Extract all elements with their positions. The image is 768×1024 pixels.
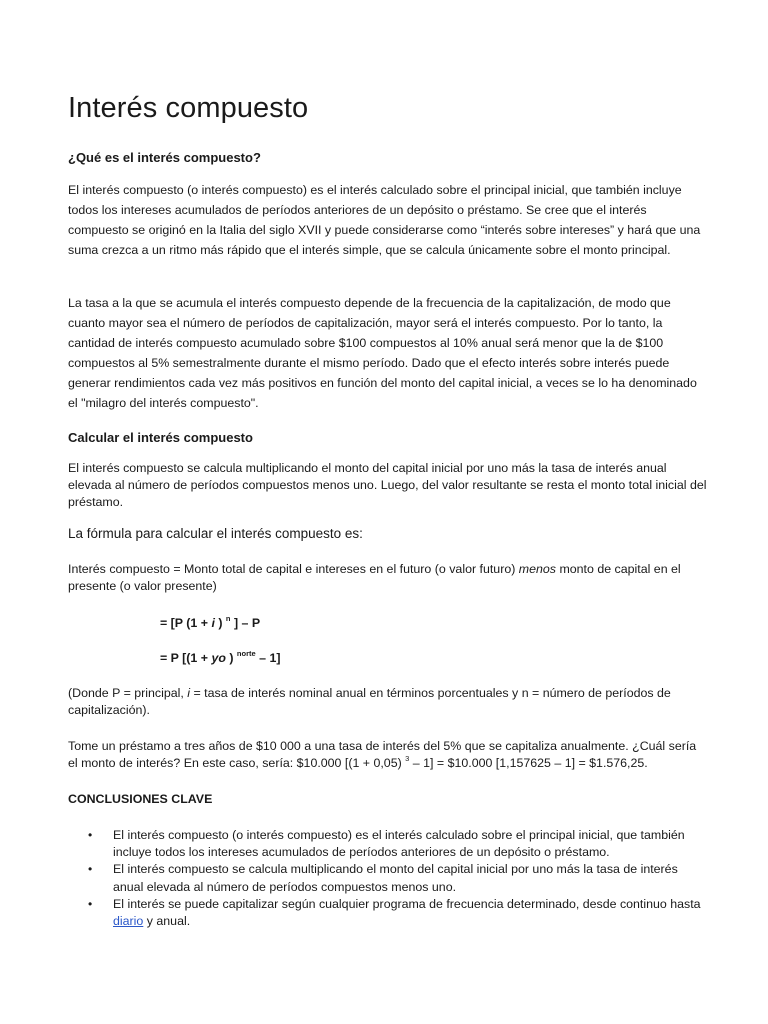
formula-1-mid: ) bbox=[214, 616, 226, 630]
formula-2-mid: ) bbox=[225, 651, 237, 665]
bullet-icon: • bbox=[88, 828, 93, 842]
list-item bbox=[88, 861, 708, 895]
formula-1-lead: = [P (1 + bbox=[160, 616, 212, 630]
where-suffix: = tasa de interés nominal anual en términos porcentuales y n = número de períodos de capitalización). bbox=[68, 686, 671, 718]
conclusion-text-1: El interés compuesto (o interés compuesto) es el interés calculado sobre el principal inicial, que también incluye todos los intereses acumulados de períodos anteriores de un depósito o préstamo. bbox=[113, 828, 685, 860]
page-title: Interés compuesto bbox=[68, 92, 309, 124]
formula-2 bbox=[160, 651, 280, 665]
paragraph-rate-frequency: La tasa a la que se acumula el interés compuesto depende de la frecuencia de la capitalización, de modo que cuanto mayor sea el número de períodos de capitalización, mayor será el interés compuesto. Por lo tanto, la cantidad de interés compuesto acumulado sobre $100 compuestos al 10% anual será menor que la de $100 compuestos al 5% semestralmente durante el mismo período. Dado que el efecto interés sobre interés puede generar rendimientos cada vez más positivos en función del monto del capital inicial, a veces se lo ha denominado el "milagro del interés compuesto". bbox=[68, 296, 697, 411]
example-exponent: 3 bbox=[405, 754, 410, 764]
formula-1-exponent: n bbox=[225, 614, 231, 623]
paragraph-calculation: El interés compuesto se calcula multiplicando el monto del capital inicial por uno más la tasa de interés anual elevada al número de períodos compuestos menos uno. Luego, del valor resultante se resta el monto total inicial del préstamo. bbox=[68, 461, 707, 510]
definition-prefix: Interés compuesto = Monto total de capital e intereses en el futuro (o valor futuro) bbox=[68, 562, 519, 576]
where-prefix: (Donde P = principal, bbox=[68, 686, 188, 700]
formula-2-exponent: norte bbox=[236, 649, 256, 658]
bullet-icon: • bbox=[88, 862, 93, 877]
formula-2-tail: – 1] bbox=[255, 651, 281, 665]
section-heading-calculate: Calcular el interés compuesto bbox=[68, 430, 253, 445]
formula-1-var: i bbox=[211, 616, 215, 630]
where-var: i bbox=[187, 686, 191, 700]
formula-intro: La fórmula para calcular el interés compuesto es: bbox=[68, 526, 363, 541]
conclusions-heading: CONCLUSIONES CLAVE bbox=[68, 792, 213, 806]
example-part2: – 1] = $10.000 [1,157625 – 1] = $1.576,25. bbox=[409, 756, 648, 771]
conclusions-list bbox=[88, 827, 708, 930]
definition-suffix: monto de capital en el presente (o valor presente) bbox=[68, 562, 681, 594]
paragraph-example bbox=[68, 738, 708, 772]
formula-2-var: yo bbox=[211, 651, 226, 665]
paragraph-where bbox=[68, 685, 708, 719]
conclusion-text-3-prefix: El interés se puede capitalizar según cualquier programa de frecuencia determinado, desde continuo hasta bbox=[113, 896, 701, 911]
bullet-icon: • bbox=[88, 896, 93, 911]
paragraph-formula-definition bbox=[68, 561, 708, 595]
section-heading-what-is: ¿Qué es el interés compuesto? bbox=[68, 150, 261, 165]
definition-emphasis: menos bbox=[518, 562, 556, 576]
formula-1 bbox=[160, 616, 260, 630]
conclusion-text-3-suffix: y anual. bbox=[143, 914, 191, 929]
diario-link[interactable]: diario bbox=[113, 914, 144, 929]
formula-1-tail: ] – P bbox=[230, 616, 261, 630]
paragraph-definition: El interés compuesto (o interés compuesto) es el interés calculado sobre el principal inicial, que también incluye todos los intereses acumulados de períodos anteriores de un depósito o préstamo. Se cree que el interés compuesto se originó en la Italia del siglo XVII y puede considerarse como “interés sobre intereses” y hará que una suma crezca a un ritmo más rápido que el interés simple, que se calcula únicamente sobre el monto principal. bbox=[68, 183, 701, 258]
conclusion-text-2: El interés compuesto se calcula multiplicando el monto del capital inicial por uno más la tasa de interés anual elevada al número de períodos compuestos menos uno. bbox=[113, 862, 678, 894]
formula-2-lead: = P [(1 + bbox=[160, 651, 212, 665]
list-item bbox=[88, 827, 708, 861]
list-item bbox=[88, 896, 708, 930]
example-part1: Tome un préstamo a tres años de $10 000 a una tasa de interés del 5% que se capitaliza anualmente. ¿Cuál sería el monto de interés? En este caso, sería: $10.000 [(1 + 0,05) bbox=[68, 739, 697, 771]
